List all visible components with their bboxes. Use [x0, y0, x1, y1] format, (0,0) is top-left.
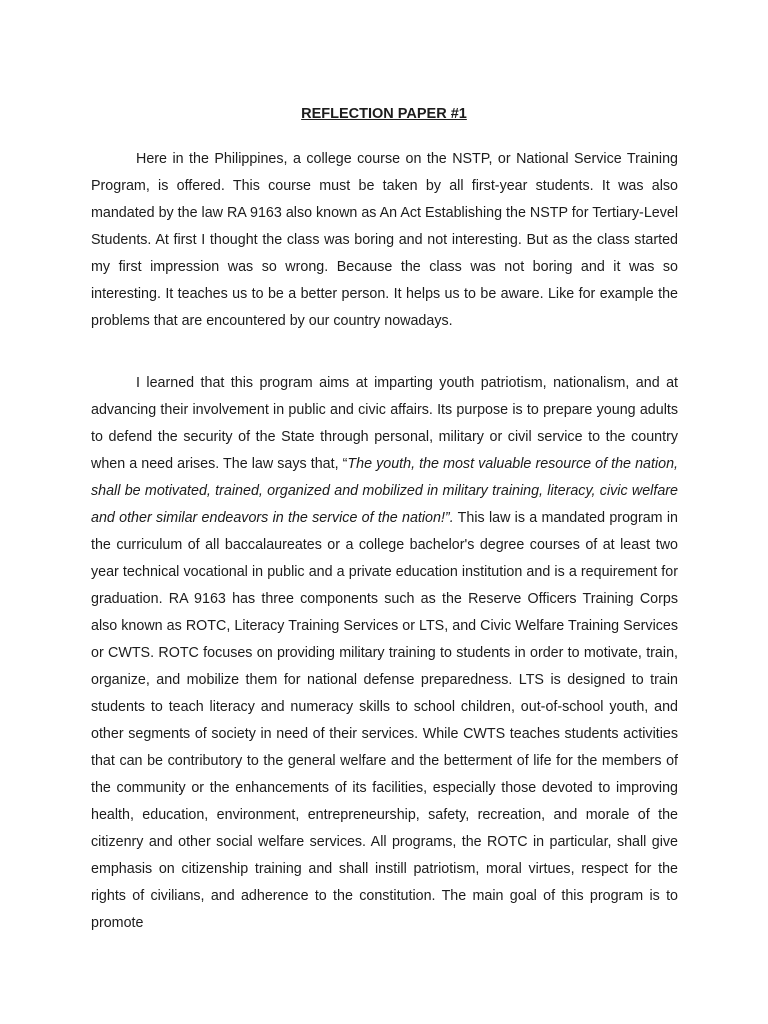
paragraph-program-text-end: This law is a mandated program in the curriculum of all baccalaureates or a college bachelor's degree courses of at least two year technical vocational in public and a private education institution and is a requirement for graduation. RA 9163 has three components such as the Reserve Officers Training Corps also known as ROTC, Literacy Training Services or LTS, and Civic Welfare Training Services or CWTS. ROTC focuses on providing military training to students in order to motivate, train, organize, and mobilize them for national defense preparedness. LTS is designed to train students to teach literacy and numeracy skills to school children, out-of-school youth, and other segments of society in need of their services. While CWTS teaches students activities that can be contributory to the general welfare and the betterment of life for the members of the community or the enhancements of its facilities, especially those devoted to improving health, education, environment, entrepreneurship, safety, recreation, and morale of the citizenry and other social welfare services. All programs, the ROTC in particular, shall give emphasis on citizenship training and shall instill patriotism, moral virtues, respect for the rights of civilians, and adherence to the constitution. The main goal of this program is to promote — [91, 510, 678, 931]
law-quote: The youth, the most valuable resource of the nation, shall be motivated, trained, organized and mobilized in military training, literacy, civic welfare and other similar endeavors in the service of the nation!”. — [91, 456, 678, 526]
paragraph-program — [91, 370, 678, 937]
page-title: REFLECTION PAPER #1 — [301, 106, 467, 122]
paragraph-intro: Here in the Philippines, a college course on the NSTP, or National Service Training Program, is offered. This course must be taken by all first-year students. It was also mandated by the law RA 9163 also known as An Act Establishing the NSTP for Tertiary-Level Students. At first I thought the class was boring and not interesting. But as the class started my first impression was so wrong. Because the class was not boring and it was so interesting. It teaches us to be a better person. It helps us to be aware. Like for example the problems that are encountered by our country nowadays. — [91, 151, 678, 329]
paragraph-program-text-start: I learned that this program aims at imparting youth patriotism, nationalism, and at advancing their involvement in public and civic affairs. Its purpose is to prepare young adults to defend the security of the State through personal, military or civil service to the country when a need arises. The law says that, “ — [91, 375, 678, 472]
